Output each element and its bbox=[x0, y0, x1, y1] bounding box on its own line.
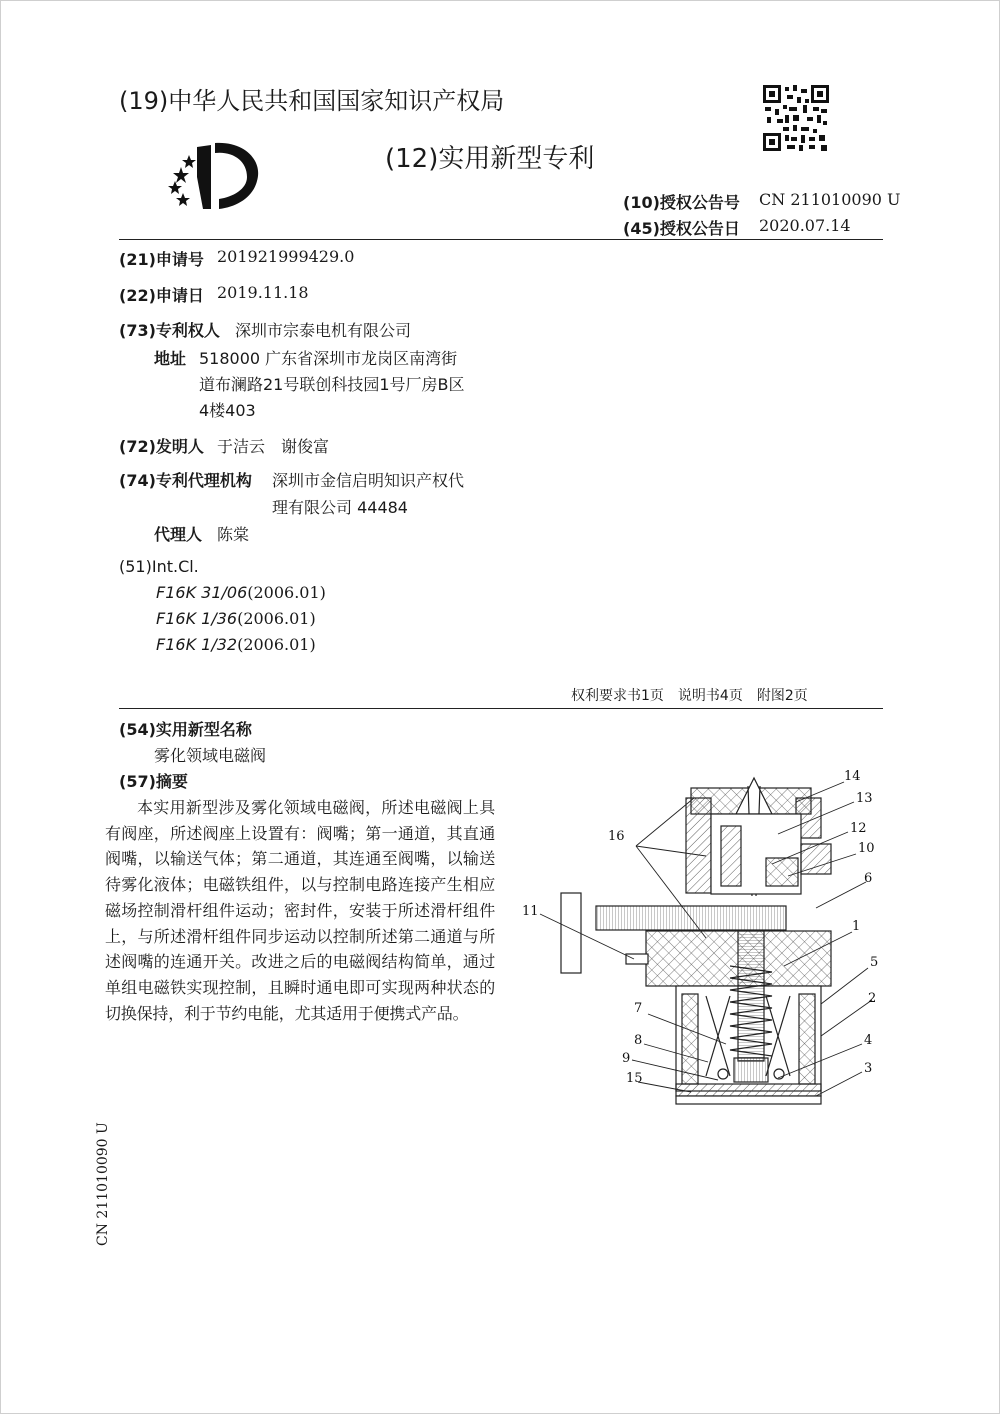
side-publication-number: CN 211010090 U bbox=[95, 1122, 111, 1246]
intcl-label: (51)Int.Cl. bbox=[119, 557, 199, 576]
fig-label: 16 bbox=[608, 829, 625, 844]
fig-label: 15 bbox=[626, 1071, 643, 1086]
fig-label: 3 bbox=[864, 1061, 873, 1076]
solenoid-valve-drawing bbox=[516, 766, 886, 1116]
app-no: 201921999429.0 bbox=[217, 247, 355, 266]
cnipa-emblem-icon bbox=[167, 137, 267, 215]
agency-label: (74)专利代理机构 bbox=[119, 471, 252, 490]
pages-note: 权利要求书1页 说明书4页 附图2页 bbox=[571, 688, 808, 704]
intcl-row bbox=[156, 583, 326, 602]
document-type: (12)实用新型专利 bbox=[385, 144, 595, 174]
office-name: (19)中华人民共和国国家知识产权局 bbox=[119, 87, 505, 115]
section-divider bbox=[119, 708, 883, 709]
pub-no: CN 211010090 U bbox=[759, 190, 901, 209]
abstract-text: 本实用新型涉及雾化领域电磁阀，所述电磁阀上具有阀座，所述阀座上设置有：阀嘴；第一通道，其直通阀嘴，以输送气体；第二通道，其连通至阀嘴，以输送待雾化液体；电磁铁组件，以与控制电路连接产生相应磁场控制滑杆组件运动；密封件，安装于所述滑杆组件上，与所述滑杆组件同步运动以控制所述第二通道与所述阀嘴的连通开关。改进之后的电磁阀结构简单，通过单组电磁铁实现控制，且瞬时通电即可实现两种状态的切换保持，利于节约电能，尤其适用于便携式产品。 bbox=[105, 798, 495, 1023]
intcl-version: (2006.01) bbox=[237, 635, 316, 654]
fig-label: 13 bbox=[856, 791, 873, 806]
agent-label: 代理人 bbox=[154, 525, 203, 544]
agency-line-1: 深圳市金信启明知识产权代 bbox=[272, 471, 465, 490]
fig-label: 7 bbox=[634, 1001, 643, 1016]
inventor-label: (72)发明人 bbox=[119, 437, 204, 456]
qr-code-icon bbox=[763, 85, 829, 151]
utility-model-title: 雾化领域电磁阀 bbox=[154, 746, 267, 765]
fig-label: 4 bbox=[864, 1033, 873, 1048]
intcl-code: F16K 1/32 bbox=[156, 635, 238, 654]
address-line-3: 4楼403 bbox=[199, 401, 256, 420]
address-line-2: 道布澜路21号联创科技园1号厂房B区 bbox=[199, 375, 465, 394]
patentee: 深圳市宗泰电机有限公司 bbox=[235, 321, 412, 340]
intcl-version: (2006.01) bbox=[247, 583, 326, 602]
fig-label: 12 bbox=[850, 821, 867, 836]
pub-date: 2020.07.14 bbox=[759, 216, 851, 235]
fig-label: 5 bbox=[870, 955, 879, 970]
agent: 陈棠 bbox=[217, 525, 250, 544]
intcl-row bbox=[156, 635, 316, 654]
fig-label: 2 bbox=[868, 991, 877, 1006]
app-no-label: (21)申请号 bbox=[119, 250, 204, 269]
pub-no-label: (10)授权公告号 bbox=[623, 193, 740, 212]
fig-label: 11 bbox=[522, 904, 539, 919]
app-date: 2019.11.18 bbox=[217, 283, 309, 302]
intcl-row bbox=[156, 609, 316, 628]
fig-label: 8 bbox=[634, 1033, 643, 1048]
fig-label: 1 bbox=[852, 919, 861, 934]
intcl-code: F16K 31/06 bbox=[156, 583, 248, 602]
title-label: (54)实用新型名称 bbox=[119, 720, 252, 739]
address-line-1: 518000 广东省深圳市龙岗区南湾街 bbox=[199, 349, 458, 368]
fig-label: 10 bbox=[858, 841, 875, 856]
fig-label: 6 bbox=[864, 871, 873, 886]
agency-line-2: 理有限公司 44484 bbox=[272, 498, 408, 517]
app-date-label: (22)申请日 bbox=[119, 286, 204, 305]
address-label: 地址 bbox=[154, 349, 187, 368]
inventors: 于洁云 谢俊富 bbox=[217, 437, 330, 456]
abstract-label: (57)摘要 bbox=[119, 772, 188, 791]
intcl-version: (2006.01) bbox=[237, 609, 316, 628]
intcl-code: F16K 1/36 bbox=[156, 609, 238, 628]
header-divider bbox=[119, 239, 883, 240]
pub-date-label: (45)授权公告日 bbox=[623, 219, 740, 238]
patentee-label: (73)专利权人 bbox=[119, 321, 220, 340]
fig-label: 14 bbox=[844, 769, 861, 784]
fig-label: 9 bbox=[622, 1051, 631, 1066]
